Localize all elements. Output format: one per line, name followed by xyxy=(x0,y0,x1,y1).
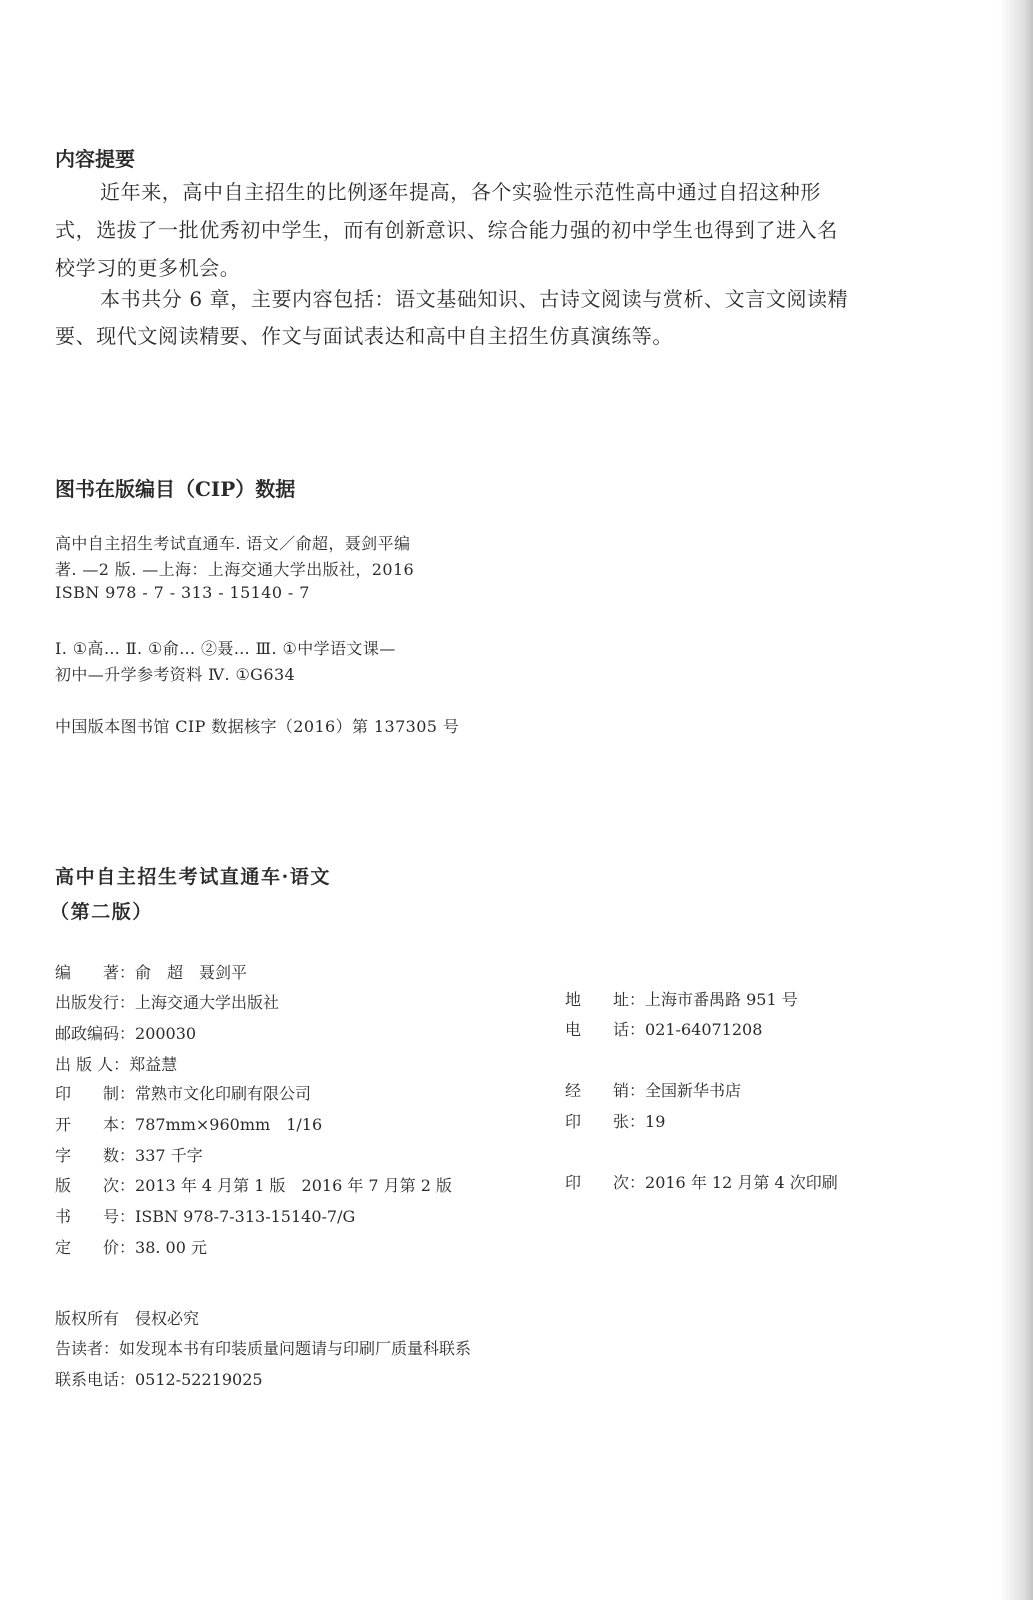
detail-address: 地 址：上海市番禺路 951 号 xyxy=(565,990,798,1009)
detail-publisher: 出版发行：上海交通大学出版社 xyxy=(55,993,280,1012)
cip-classification-1: Ⅰ. ①高… Ⅱ. ①俞… ②聂… Ⅲ. ①中学语文课— xyxy=(55,639,396,658)
summary-line-2: 式，选拔了一批优秀初中学生，而有创新意识、综合能力强的初中学生也得到了进入名 xyxy=(55,218,838,242)
reader-notice: 告读者：如发现本书有印装质量问题请与印刷厂质量科联系 xyxy=(55,1339,472,1358)
summary-line-1: 近年来，高中自主招生的比例逐年提高，各个实验性示范性高中通过自招这种形 xyxy=(100,180,821,204)
detail-sheets: 印 张：19 xyxy=(565,1112,666,1131)
detail-format: 开 本：787mm×960mm 1/16 xyxy=(55,1115,323,1134)
summary-line-3: 校学习的更多机会。 xyxy=(55,256,241,280)
detail-edition: 版 次：2013 年 4 月第 1 版 2016 年 7 月第 2 版 xyxy=(55,1176,453,1195)
detail-postcode: 邮政编码：200030 xyxy=(55,1024,197,1043)
summary-line-5: 要、现代文阅读精要、作文与面试表达和高中自主招生仿真演练等。 xyxy=(55,324,673,348)
detail-print-run: 印 次：2016 年 12 月第 4 次印刷 xyxy=(565,1173,838,1192)
cip-isbn: ISBN 978 - 7 - 313 - 15140 - 7 xyxy=(55,583,310,602)
cip-classification-2: 初中—升学参考资料 Ⅳ. ①G634 xyxy=(55,665,296,684)
page-edge-shadow xyxy=(999,0,1033,1600)
detail-phone: 电 话：021-64071208 xyxy=(565,1020,763,1039)
detail-author: 编 著：俞 超 聂剑平 xyxy=(55,963,248,982)
detail-price: 定 价：38. 00 元 xyxy=(55,1238,207,1257)
summary-heading: 内容提要 xyxy=(55,147,135,171)
detail-printer: 印 制：常熟市文化印刷有限公司 xyxy=(55,1084,312,1103)
cip-record-number: 中国版本图书馆 CIP 数据核字（2016）第 137305 号 xyxy=(55,717,460,736)
detail-isbn: 书 号：ISBN 978-7-313-15140-7/G xyxy=(55,1207,356,1226)
cip-heading: 图书在版编目（CIP）数据 xyxy=(55,477,296,501)
book-edition: （第二版） xyxy=(50,901,154,923)
detail-word-count: 字 数：337 千字 xyxy=(55,1146,203,1165)
cip-line-2: 著. —2 版. —上海：上海交通大学出版社，2016 xyxy=(55,560,415,579)
copyright-notice: 版权所有 侵权必究 xyxy=(55,1309,200,1328)
cip-line-1: 高中自主招生考试直通车. 语文／俞超，聂剑平编 xyxy=(55,534,411,553)
detail-issuer: 出 版 人：郑益慧 xyxy=(55,1055,178,1074)
contact-phone: 联系电话：0512-52219025 xyxy=(55,1370,263,1389)
summary-line-4: 本书共分 6 章，主要内容包括：语文基础知识、古诗文阅读与赏析、文言文阅读精 xyxy=(100,287,849,311)
book-title: 高中自主招生考试直通车·语文 xyxy=(55,866,332,888)
detail-distributor: 经 销：全国新华书店 xyxy=(565,1081,742,1100)
